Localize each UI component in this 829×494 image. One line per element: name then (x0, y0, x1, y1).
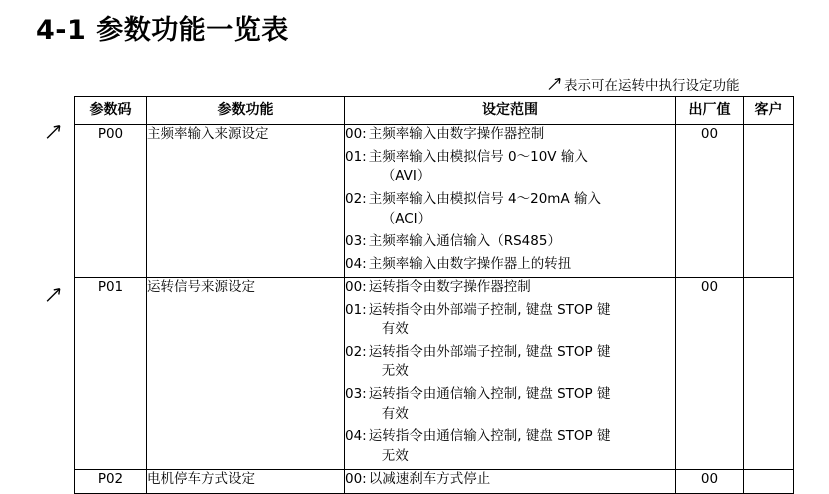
table-header-row (75, 97, 794, 125)
row-marker-p01-icon (46, 287, 62, 303)
option-continuation: （AVI） (381, 168, 431, 185)
option-continuation: 无效 (381, 363, 409, 380)
cell-range (345, 125, 676, 278)
option-value (369, 427, 675, 466)
range-option (345, 301, 675, 340)
cell-customer (744, 125, 794, 278)
option-value (369, 343, 675, 382)
option-text: 运转指令由通信输入控制, 键盘 STOP 键 (368, 428, 611, 445)
option-text: 运转指令由外部端子控制, 键盘 STOP 键 (368, 343, 611, 360)
option-value (369, 148, 675, 187)
option-key: 00: (345, 126, 367, 143)
section-number: 4-1 (36, 15, 87, 46)
cell-function: 主频率输入来源设定 (147, 125, 345, 278)
option-value (369, 301, 675, 340)
range-option (345, 343, 675, 382)
running-modifiable-note (548, 74, 740, 94)
column-header-customer: 客户 (744, 97, 794, 125)
cell-default: 00 (676, 125, 744, 278)
row-marker-p00-icon (46, 124, 62, 140)
parameter-table (74, 96, 794, 494)
cell-range (345, 278, 676, 470)
cell-code: P01 (75, 278, 147, 470)
table-row (75, 470, 794, 494)
option-value: 主频率输入通信输入（RS485） (368, 233, 561, 250)
option-text: 运转指令由通信输入控制, 键盘 STOP 键 (368, 386, 611, 403)
cell-code: P00 (75, 125, 147, 278)
option-key: 04: (345, 428, 367, 445)
option-value: 主频率输入由数字操作器上的转扭 (368, 255, 572, 272)
range-option (345, 232, 675, 252)
option-key: 02: (345, 190, 367, 207)
section-title: 参数功能一览表 (96, 15, 289, 46)
option-continuation: 无效 (381, 447, 409, 464)
option-text: 主频率输入由模拟信号 0～10V 输入 (368, 148, 588, 165)
cell-range (345, 470, 676, 494)
option-key: 00: (345, 279, 367, 296)
option-key: 01: (345, 148, 367, 165)
option-value: 运转指令由数字操作器控制 (368, 279, 531, 296)
option-value (369, 385, 675, 424)
option-continuation: 有效 (381, 405, 409, 422)
range-option (345, 255, 675, 275)
range-option (345, 148, 675, 187)
note-text: 表示可在运转中执行设定功能 (564, 78, 740, 94)
option-key: 00: (345, 471, 367, 488)
column-header-code: 参数码 (75, 97, 147, 125)
range-option (345, 125, 675, 145)
option-key: 03: (345, 233, 367, 250)
column-header-function: 参数功能 (147, 97, 345, 125)
range-option (345, 470, 675, 490)
option-key: 01: (345, 301, 367, 318)
column-header-default: 出厂值 (676, 97, 744, 125)
table-row (75, 125, 794, 278)
option-continuation: （ACI） (381, 210, 432, 227)
page-title (36, 8, 289, 47)
cell-function: 电机停车方式设定 (147, 470, 345, 494)
option-key: 04: (345, 255, 367, 272)
option-value: 主频率输入由数字操作器控制 (368, 126, 545, 143)
column-header-range: 设定范围 (345, 97, 676, 125)
option-key: 02: (345, 343, 367, 360)
cell-default: 00 (676, 278, 744, 470)
cell-code: P02 (75, 470, 147, 494)
option-value: 以减速刹车方式停止 (368, 471, 491, 488)
range-option (345, 427, 675, 466)
option-text: 主频率输入由模拟信号 4～20mA 输入 (368, 190, 601, 207)
cell-customer (744, 470, 794, 494)
table-row (75, 278, 794, 470)
range-option (345, 385, 675, 424)
cell-default: 00 (676, 470, 744, 494)
slash-arrow-icon (548, 77, 562, 91)
option-value (369, 190, 675, 229)
option-text: 运转指令由外部端子控制, 键盘 STOP 键 (368, 301, 611, 318)
option-continuation: 有效 (381, 321, 409, 338)
cell-function: 运转信号来源设定 (147, 278, 345, 470)
cell-customer (744, 278, 794, 470)
option-key: 03: (345, 386, 367, 403)
range-option (345, 190, 675, 229)
range-option (345, 278, 675, 298)
